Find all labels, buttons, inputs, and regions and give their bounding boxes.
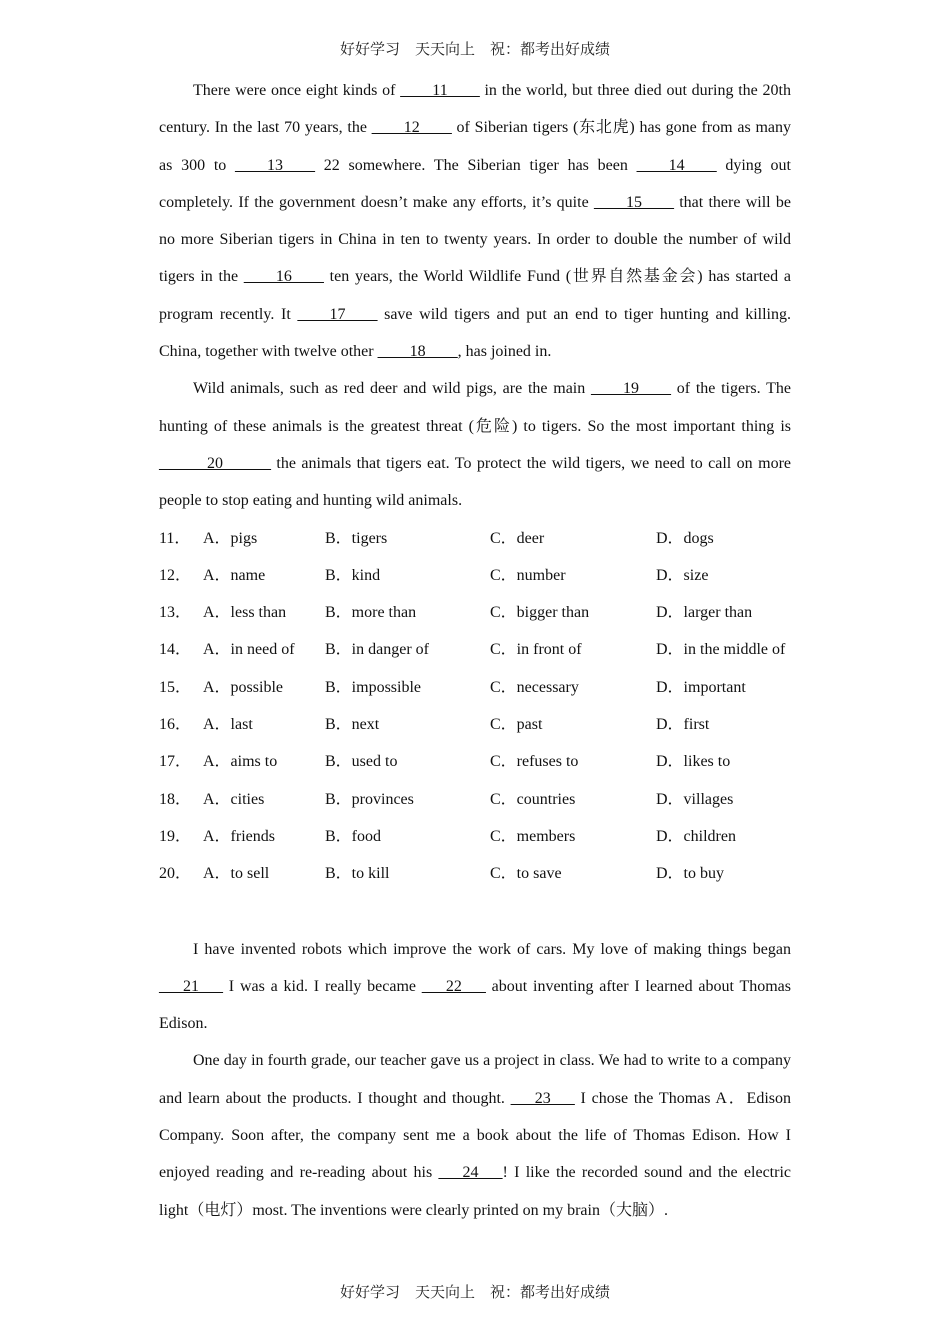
option-c: C．deer: [490, 529, 545, 547]
text-run: save wild tigers and put an end to tiger hunting and killing. China, together with twelve other: [159, 305, 791, 361]
option-c: C．bigger than: [490, 604, 590, 622]
question-number: 14．: [159, 641, 192, 659]
blank-19: ____19____: [591, 380, 671, 398]
text-run: I have invented robots which improve the work of cars. My love of making things began: [193, 940, 791, 958]
blank-13: ____13____: [235, 156, 316, 174]
question-number: 13．: [159, 604, 192, 622]
question-number: 18．: [159, 790, 192, 808]
option-b: B．kind: [325, 566, 381, 584]
text-run: 22 somewhere. The Siberian tiger has been: [315, 156, 637, 174]
question-row: [159, 818, 791, 855]
section-gap: [159, 893, 791, 931]
text-run: of the tigers. The hunting of these animals is the greatest threat (危险) to tigers. So the most important thing is: [159, 380, 791, 435]
option-b: B．food: [325, 827, 382, 845]
passage1-paragraph2: [159, 370, 791, 519]
blank-12: ____12____: [371, 119, 452, 137]
option-c: C．past: [490, 716, 543, 734]
option-c: C．countries: [490, 790, 576, 808]
question-row: [159, 855, 791, 892]
option-c: C．members: [490, 827, 576, 845]
question-number: 17．: [159, 753, 192, 771]
text-run: ! I like the recorded sound and the electric light（电灯）most. The inventions were clearly printed on my brain（大脑）.: [159, 1164, 791, 1219]
blank-16: ____16____: [243, 268, 324, 286]
option-b: B．used to: [325, 753, 398, 771]
text-run: the animals that tigers eat. To protect the wild tigers, we need to call on more people to stop eating and hunting wild animals.: [159, 454, 791, 510]
text-run: about inventing after I learned about Thomas Edison.: [159, 977, 792, 1033]
option-a: A．last: [203, 716, 253, 734]
text-run: One day in fourth grade, our teacher gave us a project in class. We had to write to a company and learn about the products. I thought and thought.: [159, 1052, 791, 1107]
option-b: B．next: [325, 716, 380, 734]
option-b: B．more than: [325, 604, 417, 622]
option-a: A．pigs: [203, 529, 258, 547]
question-number: 16．: [159, 716, 192, 734]
question-row: [159, 743, 791, 780]
option-b: B．tigers: [325, 529, 388, 547]
option-a: A．to sell: [203, 865, 270, 883]
question-number: 12．: [159, 566, 192, 584]
option-c: C．number: [490, 566, 566, 584]
question-number: 15．: [159, 678, 192, 696]
text-run: of Siberian tigers (东北虎) has gone from as many as 300 to: [159, 119, 791, 174]
blank-20: ______20______: [159, 454, 271, 472]
passage2-paragraph2: [159, 1042, 791, 1228]
question-options-list: [159, 520, 791, 893]
text-run: I was a kid. I really became: [223, 977, 422, 995]
question-row: [159, 781, 791, 818]
text-run: ten years, the World Wildlife Fund (世界自然基金会) has started a program recently. It: [159, 268, 791, 323]
option-a: A．less than: [203, 604, 287, 622]
question-row: [159, 631, 791, 668]
page-footer: 好好学习 天天向上 祝：都考出好成绩: [339, 1283, 610, 1301]
question-row: [159, 557, 791, 594]
option-d: D．dogs: [656, 529, 714, 547]
blank-17: ____17____: [297, 305, 378, 323]
option-d: D．in the middle of: [656, 641, 786, 659]
option-b: B．impossible: [325, 678, 422, 696]
option-d: D．likes to: [656, 753, 731, 771]
option-a: A．in need of: [203, 641, 295, 659]
blank-21: ___21___: [159, 977, 223, 995]
text-run: I chose the Thomas A．Edison Company. Soon after, the company sent me a book about the life of Thomas Edison. How I enjoyed reading and re-reading about his: [159, 1089, 791, 1182]
question-row: [159, 520, 791, 557]
option-d: D．to buy: [656, 865, 725, 883]
passage1-paragraph1: [159, 72, 791, 370]
option-a: A．name: [203, 566, 266, 584]
option-a: A．aims to: [203, 753, 278, 771]
option-c: C．to save: [490, 865, 562, 883]
option-c: C．in front of: [490, 641, 582, 659]
option-d: D．important: [656, 678, 746, 696]
blank-11: ____11____: [400, 82, 480, 99]
page-header: 好好学习 天天向上 祝：都考出好成绩: [339, 40, 610, 58]
question-row: [159, 669, 791, 706]
text-run: that there will be no more Siberian tigers in China in ten to twenty years. In order to double the number of wild tigers in the: [159, 193, 791, 286]
text-run: There were once eight kinds of: [193, 82, 401, 99]
question-number: 11．: [159, 529, 191, 547]
blank-18: ____18____: [377, 343, 458, 361]
text-run: in the world, but three died out during the 20th century. In the last 70 years, the: [159, 82, 791, 137]
text-run: Wild animals, such as red deer and wild pigs, are the main: [193, 380, 591, 398]
question-row: [159, 594, 791, 631]
question-number: 20．: [159, 865, 192, 883]
option-d: D．villages: [656, 790, 734, 808]
option-d: D．larger than: [656, 604, 753, 622]
text-run: dying out completely. If the government doesn’t make any efforts, it’s quite: [159, 156, 791, 211]
option-d: D．first: [656, 716, 710, 734]
option-a: A．friends: [203, 827, 275, 845]
document-body: [159, 72, 791, 1229]
blank-22: ___22___: [421, 977, 486, 995]
option-a: A．cities: [203, 790, 265, 808]
blank-15: ____15____: [593, 193, 674, 211]
blank-24: ___24___: [438, 1164, 503, 1182]
option-b: B．in danger of: [325, 641, 429, 659]
option-a: A．possible: [203, 678, 284, 696]
blank-23: ___23___: [510, 1089, 575, 1107]
text-run: , has joined in.: [457, 343, 552, 361]
question-number: 19．: [159, 827, 192, 845]
option-d: D．size: [656, 566, 709, 584]
question-row: [159, 706, 791, 743]
option-c: C．refuses to: [490, 753, 579, 771]
passage2-paragraph1: [159, 931, 791, 1043]
option-b: B．to kill: [325, 865, 390, 883]
option-c: C．necessary: [490, 678, 579, 696]
blank-14: ____14____: [636, 156, 717, 174]
option-b: B．provinces: [325, 790, 414, 808]
option-d: D．children: [656, 827, 736, 845]
